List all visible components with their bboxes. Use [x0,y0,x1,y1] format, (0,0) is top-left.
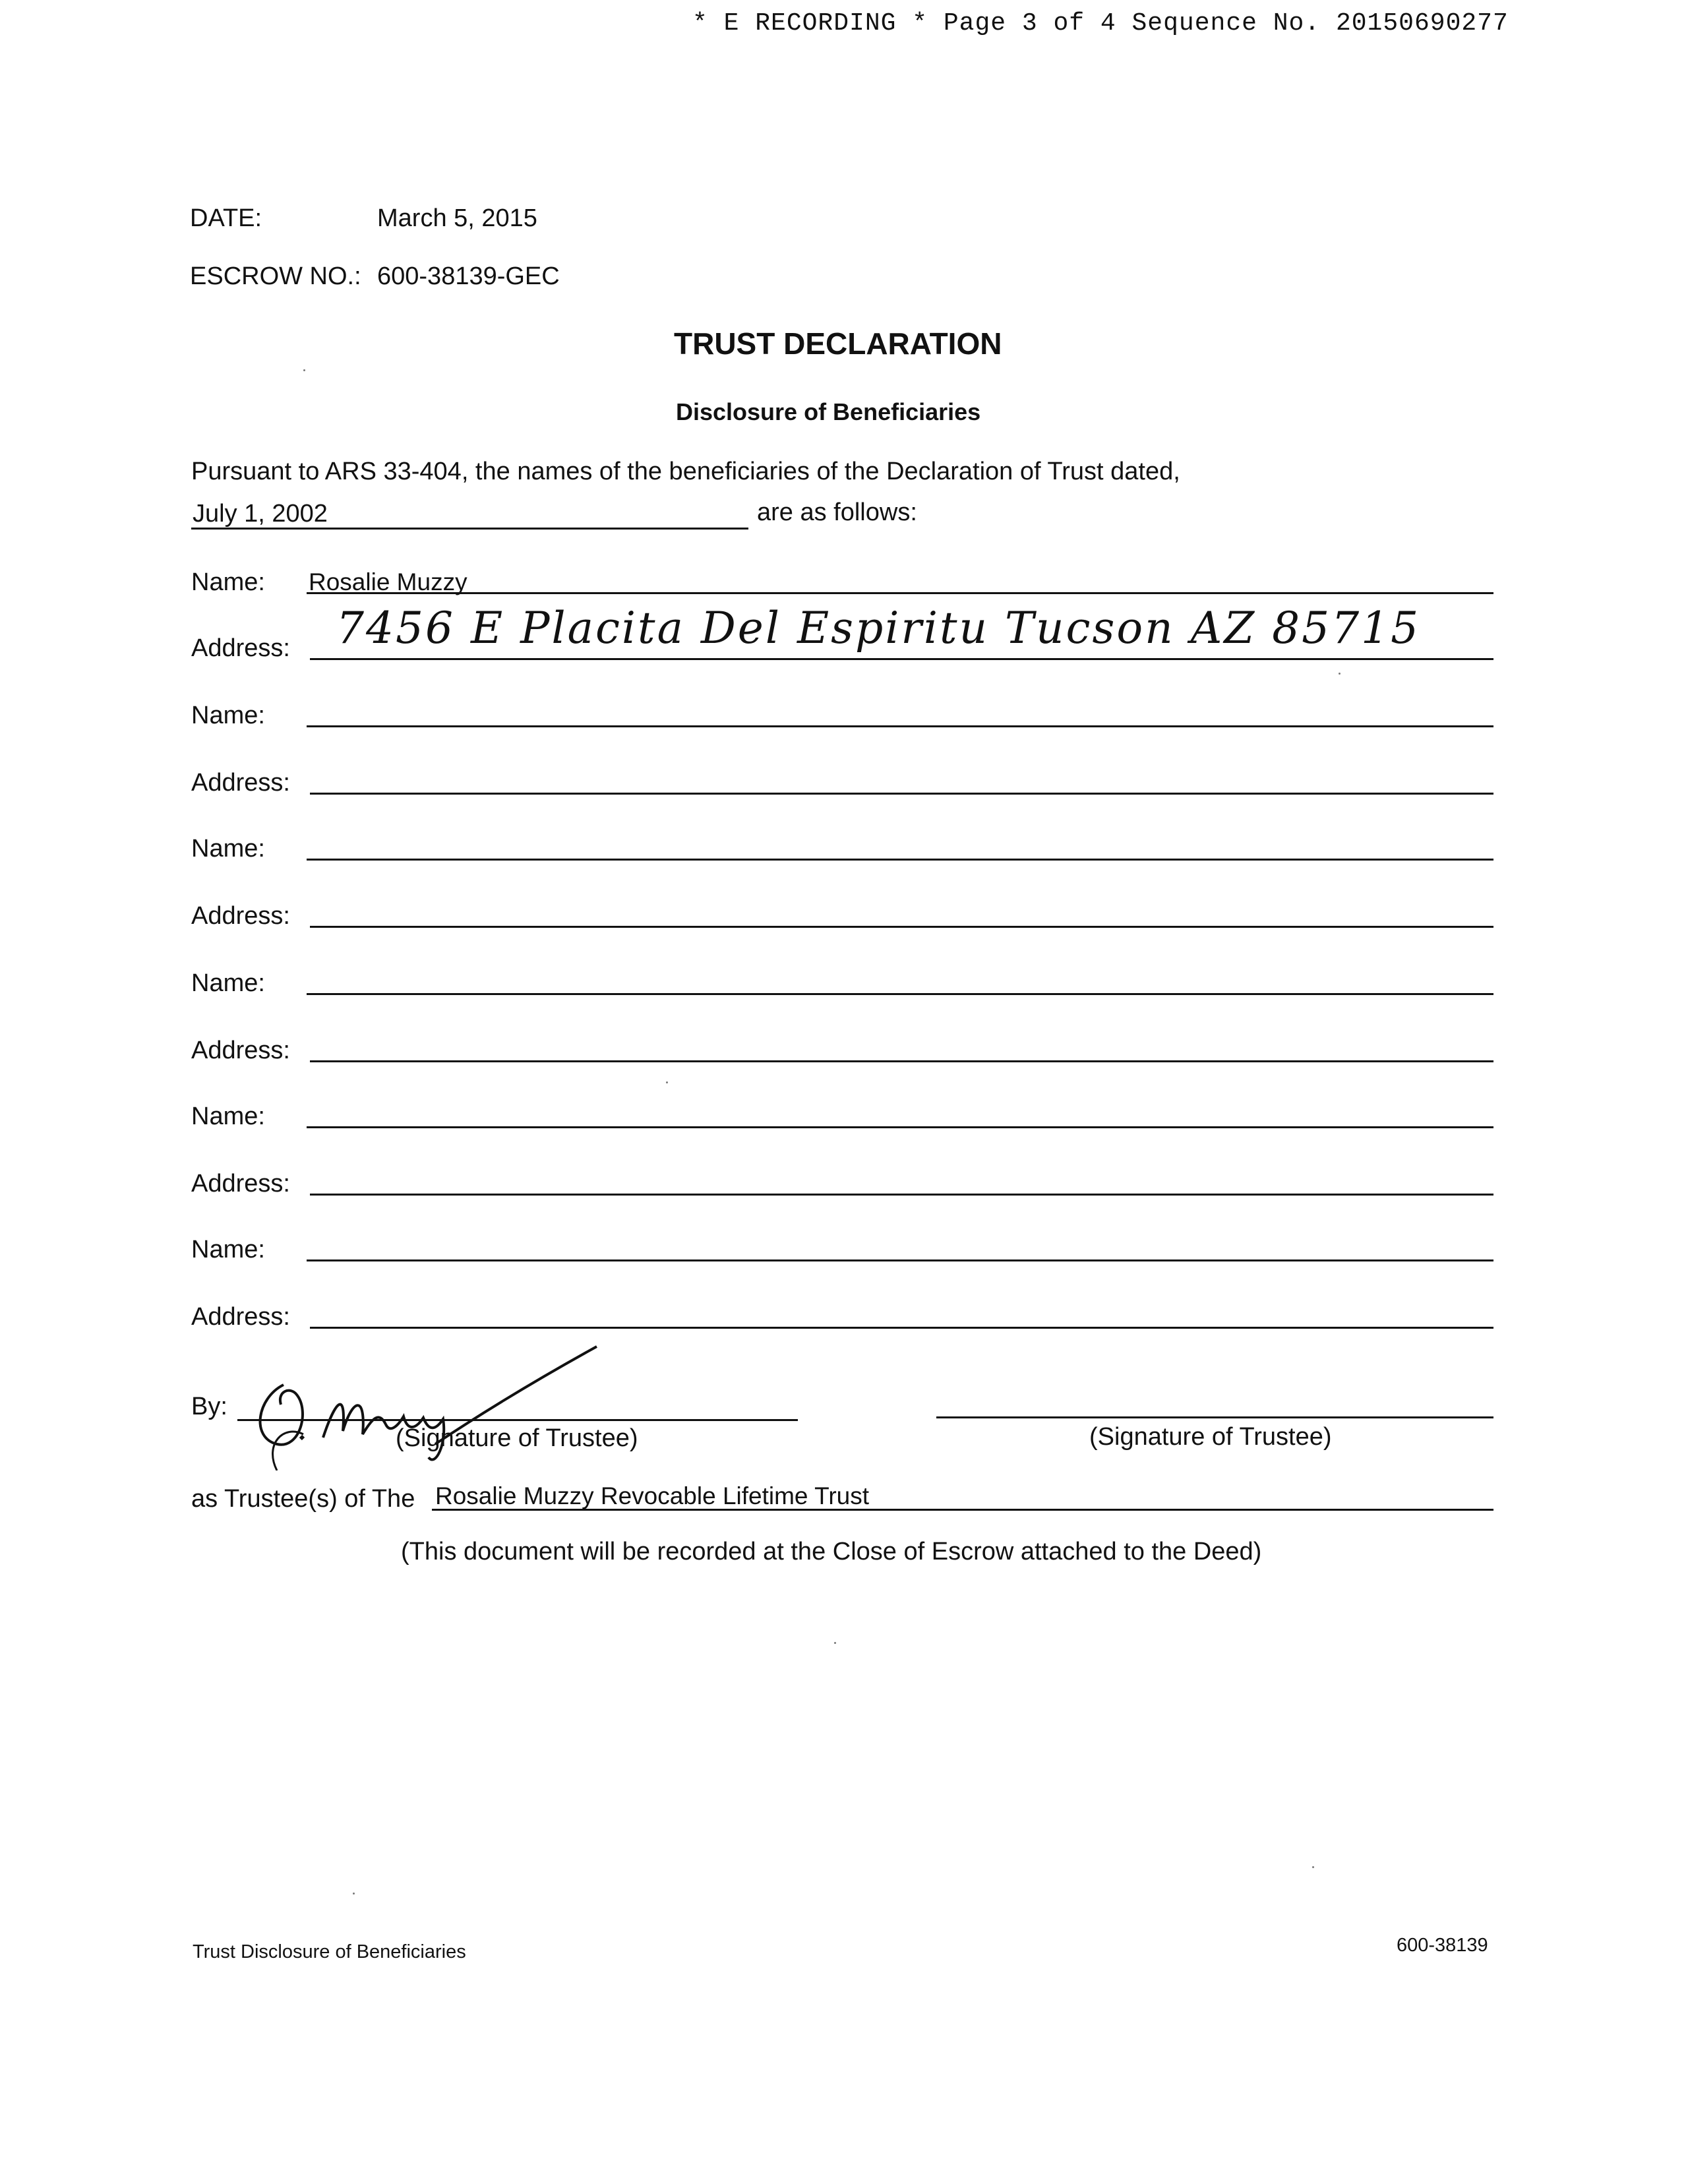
address-line [310,1194,1493,1196]
scan-speck [666,1081,668,1083]
trust-name-value: Rosalie Muzzy Revocable Lifetime Trust [435,1482,870,1509]
name-label: Name: [191,1236,265,1263]
scan-speck [303,369,305,371]
document-title: TRUST DECLARATION [674,326,1002,361]
escrow-value: 600-38139-GEC [377,262,560,290]
second-signature-line [936,1416,1493,1418]
scan-speck [834,1642,836,1644]
address-label: Address: [191,634,290,662]
trust-date-line [191,528,748,530]
scan-speck [353,1893,355,1895]
address-line [310,1327,1493,1329]
address-label: Address: [191,1037,290,1064]
beneficiary-address: 7456 E Placita Del Espiritu Tucson AZ 85715 [336,603,1421,653]
trust-name-line [432,1509,1493,1511]
intro-line: Pursuant to ARS 33-404, the names of the beneficiaries of the Declaration of Trust dated, [191,458,1180,485]
escrow-label: ESCROW NO.: [190,262,361,290]
document-subtitle: Disclosure of Beneficiaries [676,398,981,425]
name-label: Name: [191,835,265,863]
signature-caption-right: (Signature of Trustee) [1089,1423,1332,1451]
name-line [307,1259,1493,1261]
scan-speck [1312,1866,1314,1868]
scan-speck [1339,673,1341,675]
name-line [307,725,1493,727]
address-label: Address: [191,769,290,797]
address-label: Address: [191,902,290,930]
date-label: DATE: [190,204,262,232]
name-line [307,859,1493,861]
trustee-label: as Trustee(s) of The [191,1485,415,1513]
intro-suffix: are as follows: [757,499,917,526]
name-label: Name: [191,1103,265,1130]
address-line [310,658,1493,660]
address-line [310,926,1493,928]
date-value: March 5, 2015 [377,204,537,232]
by-label: By: [191,1393,227,1420]
footer-title: Trust Disclosure of Beneficiaries [193,1941,466,1962]
address-line [310,1060,1493,1062]
trustee-signature-line [237,1419,798,1421]
recording-note: (This document will be recorded at the Close of Escrow attached to the Deed) [401,1538,1262,1565]
address-label: Address: [191,1303,290,1331]
name-line [307,993,1493,995]
name-line [307,1126,1493,1128]
signature-caption-left: (Signature of Trustee) [396,1424,638,1452]
trust-date-value: July 1, 2002 [193,500,328,528]
address-line [310,793,1493,795]
name-label: Name: [191,702,265,729]
recording-header: * E RECORDING * Page 3 of 4 Sequence No. 20150690277 [692,9,1509,38]
name-line [307,592,1493,594]
name-label: Name: [191,568,265,596]
address-label: Address: [191,1170,290,1198]
name-label: Name: [191,969,265,997]
footer-escrow-number: 600-38139 [1397,1935,1488,1956]
beneficiary-name: Rosalie Muzzy [309,568,467,595]
